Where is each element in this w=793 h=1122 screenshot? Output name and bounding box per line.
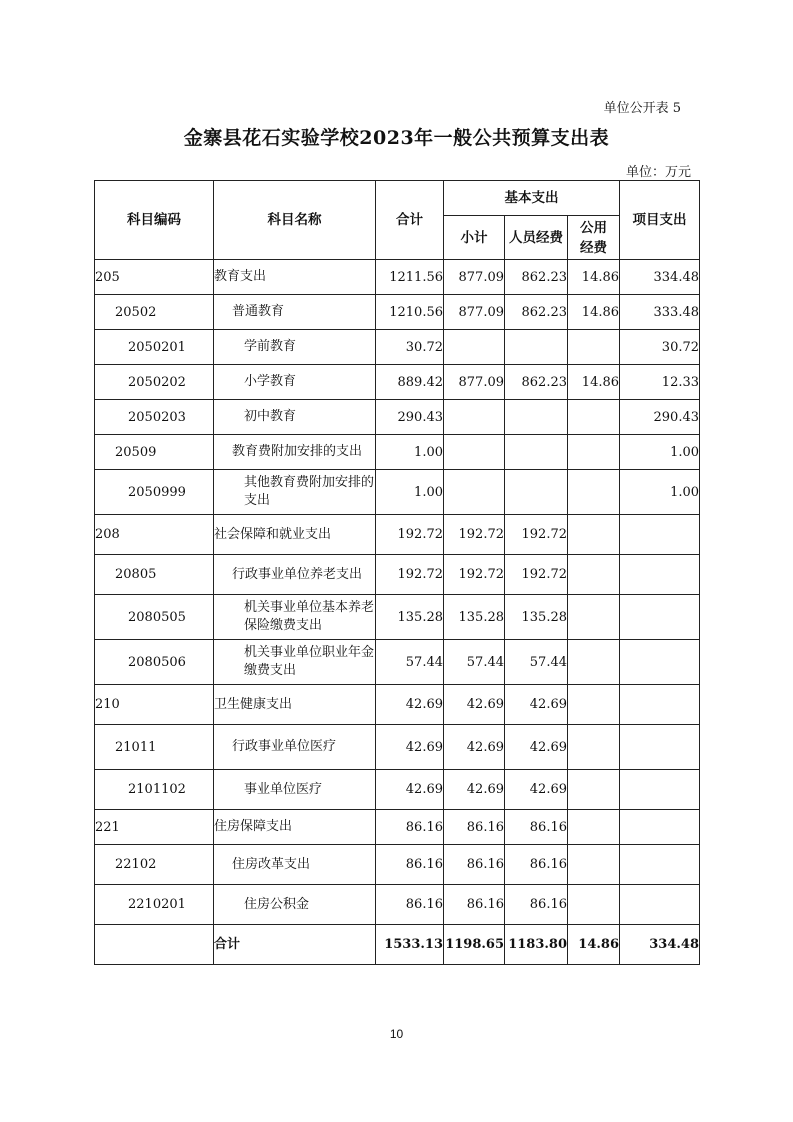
personnel-cell: 862.23 — [505, 260, 568, 295]
total-cell: 192.72 — [376, 555, 444, 595]
project-cell — [620, 555, 700, 595]
code-cell: 2080506 — [95, 640, 214, 685]
personnel-cell: 86.16 — [505, 810, 568, 845]
project-cell — [620, 845, 700, 885]
code-cell: 210 — [95, 685, 214, 725]
total-cell: 86.16 — [376, 810, 444, 845]
code-cell: 205 — [95, 260, 214, 295]
project-cell: 30.72 — [620, 330, 700, 365]
total-row — [95, 925, 700, 965]
code-cell: 2050202 — [95, 365, 214, 400]
subtotal-cell: 86.16 — [444, 845, 505, 885]
public-cell — [568, 470, 620, 515]
project-cell — [620, 685, 700, 725]
personnel-cell — [505, 470, 568, 515]
public-cell — [568, 595, 620, 640]
total-cell: 42.69 — [376, 685, 444, 725]
personnel-cell: 86.16 — [505, 845, 568, 885]
code-cell: 22102 — [95, 845, 214, 885]
subtotal-cell — [444, 400, 505, 435]
public-cell — [568, 515, 620, 555]
project-cell: 1.00 — [620, 470, 700, 515]
name-cell: 初中教育 — [214, 400, 376, 435]
table-row — [95, 295, 700, 330]
public-cell — [568, 685, 620, 725]
project-cell: 333.48 — [620, 295, 700, 330]
subtotal-cell: 192.72 — [444, 555, 505, 595]
public-cell — [568, 885, 620, 925]
subtotal-cell: 42.69 — [444, 770, 505, 810]
subtotal-cell: 86.16 — [444, 810, 505, 845]
name-cell: 社会保障和就业支出 — [214, 515, 376, 555]
total-cell: 86.16 — [376, 885, 444, 925]
code-cell: 20502 — [95, 295, 214, 330]
personnel-cell: 862.23 — [505, 295, 568, 330]
project-cell — [620, 595, 700, 640]
col-header-public: 公用经费 — [568, 216, 620, 260]
table-row — [95, 770, 700, 810]
project-cell: 334.48 — [620, 260, 700, 295]
project-cell — [620, 885, 700, 925]
table-row — [95, 435, 700, 470]
table-row — [95, 885, 700, 925]
total-cell: 290.43 — [376, 400, 444, 435]
table-row — [95, 365, 700, 400]
table-row — [95, 260, 700, 295]
total-cell: 86.16 — [376, 845, 444, 885]
total-cell: 42.69 — [376, 725, 444, 770]
budget-table — [94, 180, 700, 965]
project-cell — [620, 515, 700, 555]
personnel-cell: 42.69 — [505, 725, 568, 770]
total-cell: 1211.56 — [376, 260, 444, 295]
personnel-cell: 86.16 — [505, 885, 568, 925]
table-row — [95, 555, 700, 595]
name-cell: 小学教育 — [214, 365, 376, 400]
subtotal-cell: 86.16 — [444, 885, 505, 925]
name-cell: 学前教育 — [214, 330, 376, 365]
subtotal-cell: 192.72 — [444, 515, 505, 555]
table-row — [95, 810, 700, 845]
subtotal-cell — [444, 435, 505, 470]
subtotal-cell: 42.69 — [444, 725, 505, 770]
subtotal-cell: 57.44 — [444, 640, 505, 685]
personnel-cell: 42.69 — [505, 685, 568, 725]
project-cell: 334.48 — [620, 925, 700, 965]
public-cell — [568, 725, 620, 770]
name-cell: 住房保障支出 — [214, 810, 376, 845]
page-number: 10 — [389, 1027, 404, 1041]
personnel-cell — [505, 400, 568, 435]
public-cell: 14.86 — [568, 925, 620, 965]
project-cell: 1.00 — [620, 435, 700, 470]
public-cell — [568, 400, 620, 435]
public-cell — [568, 770, 620, 810]
personnel-cell: 1183.80 — [505, 925, 568, 965]
personnel-cell: 57.44 — [505, 640, 568, 685]
project-cell — [620, 770, 700, 810]
subtotal-cell: 1198.65 — [444, 925, 505, 965]
project-cell — [620, 810, 700, 845]
name-cell: 教育支出 — [214, 260, 376, 295]
personnel-cell: 42.69 — [505, 770, 568, 810]
total-cell: 30.72 — [376, 330, 444, 365]
col-header-basic: 基本支出 — [444, 181, 620, 216]
project-cell — [620, 725, 700, 770]
name-cell: 普通教育 — [214, 295, 376, 330]
total-cell: 42.69 — [376, 770, 444, 810]
table-row — [95, 685, 700, 725]
col-header-total: 合计 — [376, 181, 444, 260]
subtotal-cell: 877.09 — [444, 260, 505, 295]
table-row — [95, 640, 700, 685]
total-cell: 192.72 — [376, 515, 444, 555]
public-cell — [568, 435, 620, 470]
table-number: 单位公开表 5 — [603, 101, 681, 116]
col-header-project: 项目支出 — [620, 181, 700, 260]
total-cell: 1.00 — [376, 435, 444, 470]
subtotal-cell: 877.09 — [444, 365, 505, 400]
col-header-personnel: 人员经费 — [505, 216, 568, 260]
public-cell — [568, 810, 620, 845]
public-cell: 14.86 — [568, 260, 620, 295]
total-cell: 1.00 — [376, 470, 444, 515]
table-row — [95, 330, 700, 365]
table-header — [95, 181, 700, 260]
name-cell: 其他教育费附加安排的支出 — [214, 470, 376, 515]
subtotal-cell — [444, 330, 505, 365]
table-row — [95, 515, 700, 555]
project-cell — [620, 640, 700, 685]
name-cell: 机关事业单位职业年金缴费支出 — [214, 640, 376, 685]
name-cell: 事业单位医疗 — [214, 770, 376, 810]
col-header-code: 科目编码 — [95, 181, 214, 260]
project-cell: 12.33 — [620, 365, 700, 400]
name-cell: 住房改革支出 — [214, 845, 376, 885]
total-cell: 889.42 — [376, 365, 444, 400]
total-label: 合计 — [214, 925, 376, 965]
personnel-cell — [505, 330, 568, 365]
code-cell: 2080505 — [95, 595, 214, 640]
table-body — [95, 260, 700, 965]
code-cell — [95, 925, 214, 965]
personnel-cell: 192.72 — [505, 515, 568, 555]
subtotal-cell: 877.09 — [444, 295, 505, 330]
code-cell: 20805 — [95, 555, 214, 595]
total-cell: 135.28 — [376, 595, 444, 640]
total-cell: 1210.56 — [376, 295, 444, 330]
name-cell: 行政事业单位养老支出 — [214, 555, 376, 595]
public-cell — [568, 845, 620, 885]
project-cell: 290.43 — [620, 400, 700, 435]
public-cell: 14.86 — [568, 295, 620, 330]
table-row — [95, 845, 700, 885]
personnel-cell — [505, 435, 568, 470]
code-cell: 221 — [95, 810, 214, 845]
name-cell: 卫生健康支出 — [214, 685, 376, 725]
subtotal-cell — [444, 470, 505, 515]
code-cell: 2050201 — [95, 330, 214, 365]
code-cell: 2210201 — [95, 885, 214, 925]
public-cell — [568, 330, 620, 365]
public-cell — [568, 555, 620, 595]
table-row — [95, 725, 700, 770]
page-title: 金寨县花石实验学校2023年一般公共预算支出表 — [183, 127, 610, 149]
code-cell: 2050999 — [95, 470, 214, 515]
subtotal-cell: 42.69 — [444, 685, 505, 725]
code-cell: 2050203 — [95, 400, 214, 435]
personnel-cell: 862.23 — [505, 365, 568, 400]
name-cell: 住房公积金 — [214, 885, 376, 925]
public-cell: 14.86 — [568, 365, 620, 400]
personnel-cell: 192.72 — [505, 555, 568, 595]
code-cell: 208 — [95, 515, 214, 555]
name-cell: 教育费附加安排的支出 — [214, 435, 376, 470]
code-cell: 21011 — [95, 725, 214, 770]
public-cell — [568, 640, 620, 685]
table-row — [95, 470, 700, 515]
total-cell: 57.44 — [376, 640, 444, 685]
name-cell: 行政事业单位医疗 — [214, 725, 376, 770]
table-row — [95, 400, 700, 435]
subtotal-cell: 135.28 — [444, 595, 505, 640]
table-row — [95, 595, 700, 640]
col-header-name: 科目名称 — [214, 181, 376, 260]
code-cell: 20509 — [95, 435, 214, 470]
code-cell: 2101102 — [95, 770, 214, 810]
personnel-cell: 135.28 — [505, 595, 568, 640]
name-cell: 机关事业单位基本养老保险缴费支出 — [214, 595, 376, 640]
total-cell: 1533.13 — [376, 925, 444, 965]
col-header-subtotal: 小计 — [444, 216, 505, 260]
unit-label: 单位：万元 — [625, 165, 691, 180]
